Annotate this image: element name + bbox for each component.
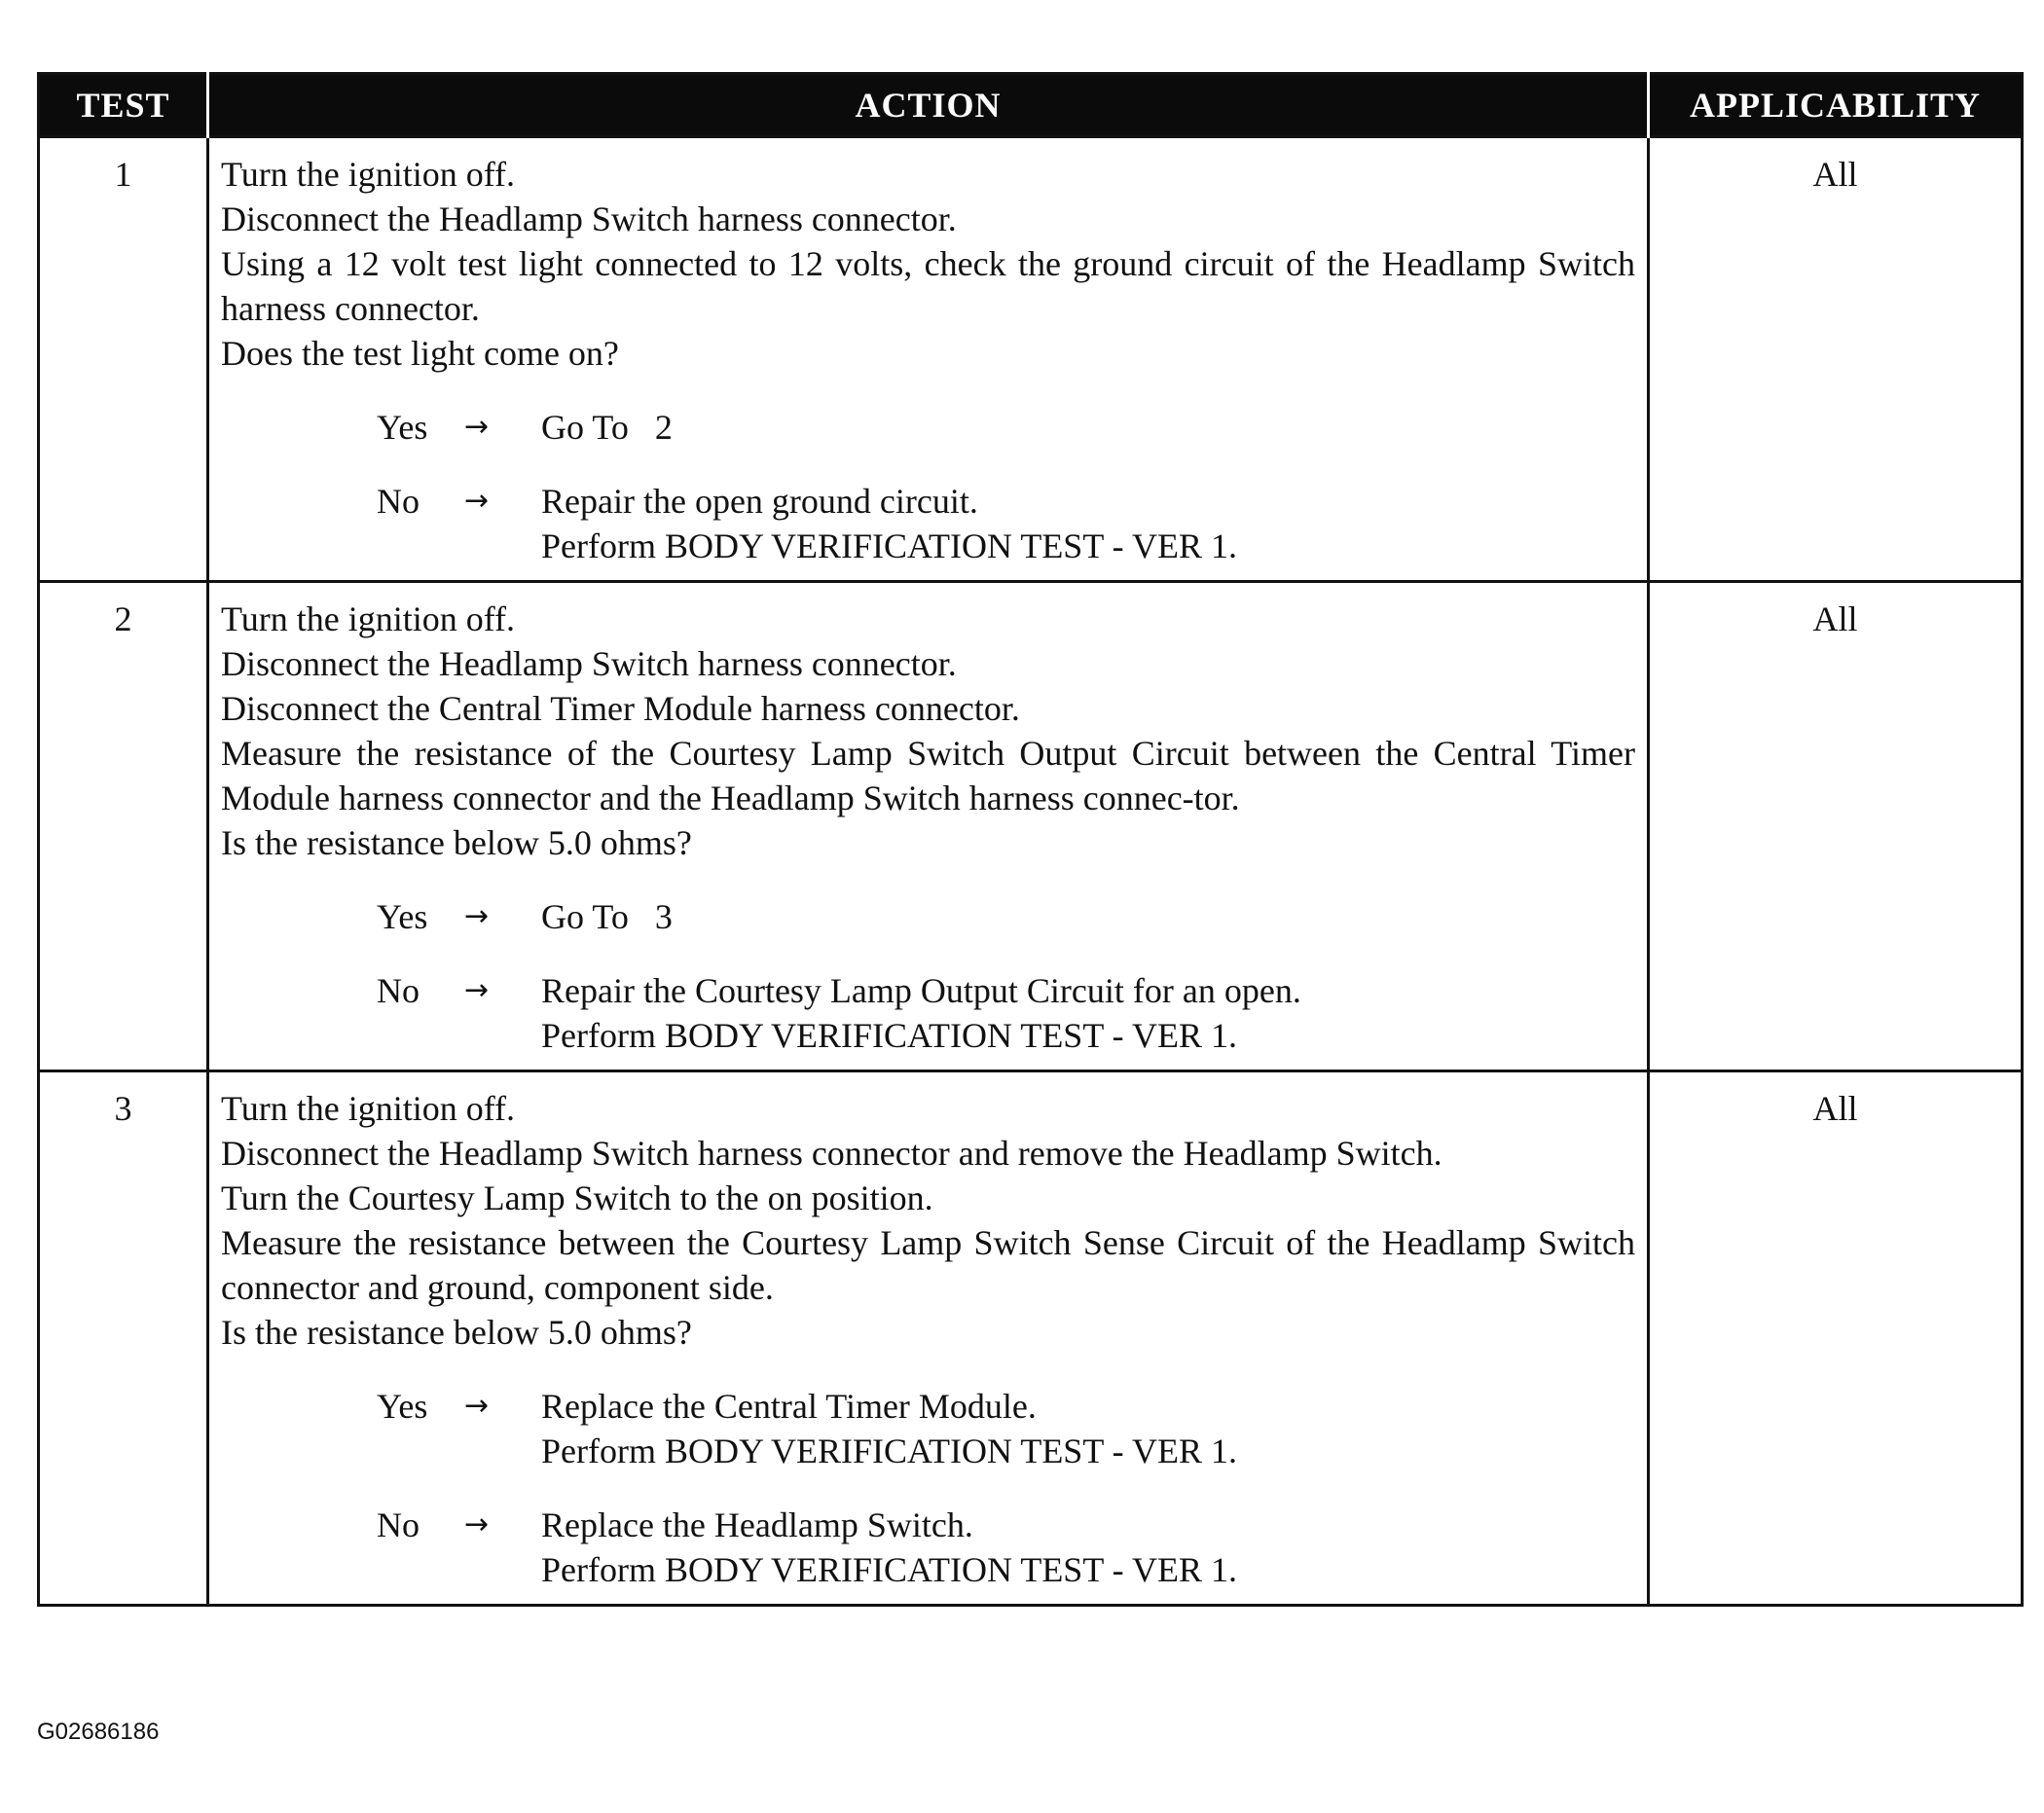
right-arrow-icon: → xyxy=(464,1389,490,1423)
action-step: Disconnect the Headlamp Switch harness connector and remove the Headlamp Switch. xyxy=(221,1134,1442,1173)
outcome-result-line: Perform BODY VERIFICATION TEST - VER 1. xyxy=(541,1550,1238,1589)
action-cell xyxy=(208,582,1649,1071)
outcome-no xyxy=(221,968,1635,1058)
action-step: Is the resistance below 5.0 ohms? xyxy=(221,823,692,862)
outcome-label: Yes xyxy=(377,897,428,936)
header-applicability: APPLICABILITY xyxy=(1649,74,2023,137)
diagnostic-test-table xyxy=(37,72,2024,1607)
action-step: Turn the ignition off. xyxy=(221,1089,516,1128)
right-arrow-icon: → xyxy=(464,973,490,1007)
action-step: Disconnect the Central Timer Module harness connector. xyxy=(221,689,1020,728)
action-step: Disconnect the Headlamp Switch harness connector. xyxy=(221,199,957,238)
action-step: Using a 12 volt test light connected to 12 volts, check the ground circuit of the Headlamp Switch harness connector. xyxy=(221,244,1635,328)
outcome-no xyxy=(221,479,1635,568)
outcome-result-line: Perform BODY VERIFICATION TEST - VER 1. xyxy=(541,1432,1238,1470)
outcome-no xyxy=(221,1503,1635,1592)
right-arrow-icon: → xyxy=(464,484,490,518)
right-arrow-icon: → xyxy=(464,899,490,933)
table-row xyxy=(39,582,2023,1071)
action-step: Is the resistance below 5.0 ohms? xyxy=(221,1313,692,1352)
outcome-result-line: Go To 3 xyxy=(541,897,673,936)
table-header-row xyxy=(39,74,2023,137)
outcome-result xyxy=(541,479,1635,568)
outcome-result-line: Repair the Courtesy Lamp Output Circuit for an open. xyxy=(541,971,1301,1010)
table-body xyxy=(39,137,2023,1606)
test-number: 3 xyxy=(39,1071,208,1606)
outcome-yes xyxy=(221,405,1635,450)
outcome-result xyxy=(541,894,1635,939)
outcome-label: No xyxy=(377,1505,420,1544)
header-test: TEST xyxy=(39,74,208,137)
test-number: 1 xyxy=(39,137,208,582)
applicability-cell: All xyxy=(1649,1071,2023,1606)
table-row xyxy=(39,137,2023,582)
table-row xyxy=(39,1071,2023,1606)
action-step: Turn the ignition off. xyxy=(221,155,516,194)
action-cell xyxy=(208,1071,1649,1606)
right-arrow-icon: → xyxy=(464,410,490,444)
test-number: 2 xyxy=(39,582,208,1071)
action-step: Measure the resistance of the Courtesy Lamp Switch Output Circuit between the Central Timer Module harness connector and the Headlamp Switch harness connec-tor. xyxy=(221,734,1635,817)
outcome-result-line: Perform BODY VERIFICATION TEST - VER 1. xyxy=(541,1016,1238,1055)
outcome-result-line: Replace the Headlamp Switch. xyxy=(541,1505,973,1544)
outcome-result-line: Replace the Central Timer Module. xyxy=(541,1387,1037,1426)
action-cell xyxy=(208,137,1649,582)
outcome-result xyxy=(541,1384,1635,1473)
outcome-result xyxy=(541,1503,1635,1592)
outcome-result-line: Go To 2 xyxy=(541,408,673,447)
outcome-label: No xyxy=(377,971,420,1010)
applicability-cell: All xyxy=(1649,137,2023,582)
action-step: Turn the Courtesy Lamp Switch to the on position. xyxy=(221,1178,933,1217)
outcome-label: Yes xyxy=(377,408,428,447)
outcome-result-line: Repair the open ground circuit. xyxy=(541,482,978,521)
action-step: Measure the resistance between the Courtesy Lamp Switch Sense Circuit of the Headlamp Switch connector and ground, component side. xyxy=(221,1223,1635,1307)
applicability-cell: All xyxy=(1649,582,2023,1071)
action-step: Turn the ignition off. xyxy=(221,599,516,638)
header-action: ACTION xyxy=(208,74,1649,137)
outcome-result xyxy=(541,968,1635,1058)
figure-id: G02686186 xyxy=(37,1719,160,1745)
outcome-label: No xyxy=(377,482,420,521)
outcome-label: Yes xyxy=(377,1387,428,1426)
outcome-yes xyxy=(221,1384,1635,1473)
action-step: Disconnect the Headlamp Switch harness connector. xyxy=(221,644,957,683)
outcome-result-line: Perform BODY VERIFICATION TEST - VER 1. xyxy=(541,526,1238,565)
outcome-yes xyxy=(221,894,1635,939)
right-arrow-icon: → xyxy=(464,1507,490,1541)
action-step: Does the test light come on? xyxy=(221,334,619,373)
outcome-result xyxy=(541,405,1635,450)
